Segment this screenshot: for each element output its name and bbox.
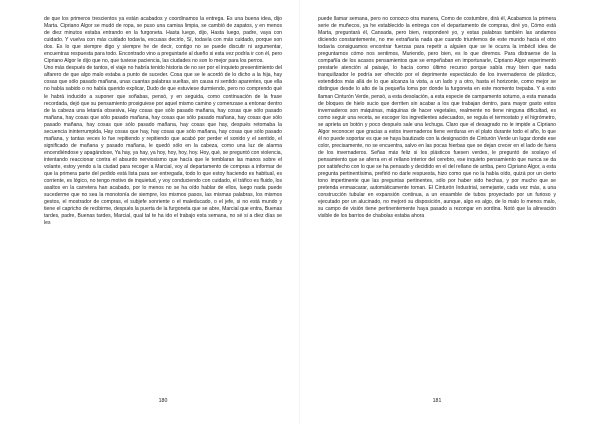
page-number: 180 xyxy=(158,398,168,404)
right-page xyxy=(300,0,600,424)
paragraph: de que los primeros trescientos ya están acabados y coordinamos la entrega. Es una buena idea, dijo Marta. Cipriano Algor se mudó de ropa, se puso una camisa limpia, se cambió de zapatos, y en menos de diez minutos estaba entrando en la furgoneta. Hasta luego, dijo, Hasta luego, padre, vaya con cuidado. Y vuelva con más cuidado todavía, excusas decirlo, Sí, todavía con más cuidado, porque son dos. Es lo que siempre digo y siempre he de decir, contigo no se puede discutir ni argumentar, encuentras respuesta para todo. Encontrado vino a preguntarle al dueño si esta vez podría ir con él, pero Cipriano Algor le dijo que no, que tuviese paciencia, las ciudades no son lo mejor para los perros. xyxy=(44,16,282,65)
page-number: 181 xyxy=(432,398,442,404)
paragraph: puede llamar semana, pero no conozco otra manera, Como de costumbre, dirá él, Acabamos la primera serie de muñecos, ya he establecido la entrega con el departamento de compras, diré yo, Cómo está Marta, preguntará él, Cansada, pero bien, responderé yo, y estas palabras también las andamos diciendo constantemente, no me extrañaría nada que cuando triunfemos de este mundo hacia el otro todavía consiguamos encontrar fuerzas para repetir a alguien que se le ocurra la imbécil idea de preguntarnos cómo nos sentimos, Muriendo, pero bien, es lo que diremos. Para distraerse de la compañía de los acasos pensamientos que se empeñaban en importunarle, Cipriano Algor experimentó prestarle atención al paisaje, lo hacía como último recurso porque sabía muy bien que nada tranquilizador le podría ser ofrecido por el deprimente espectáculo de los invernaderos de plástico, extendidos más allá de lo que alcanza la vista, a un lado y a otro, hasta el horizonte, como mejor se distingue desde lo alto de la pequeña loma por donde la furgoneta en este momento trepaba. Y a esto llaman Cinturón Verde, pensó, a esta desolación, a esta especie de campamento sotumo, a esta manada de bloques de hielo sucio que derriten sin acabar a los que trabajan dentro, para mayor gasto estos invernaderos son máquinas, máquinas de hacer vegetales, realmente no tiene ninguna dificultad, es como seguir una receta, se escoger los ingredientes adecuados, se regula el termostato y el higrómetro, se aprieta un botón y poco después sale una lechuga. Claro que el desagrado no le impide a Cipriano Algor reconocer que gracias a estos invernaderos tiene verduras en el plato durante todo el año, lo que él no puede soportar es que se haya bautizado con la designación de Cinturón Verde un lugar donde ese color, precisamente, no se encuentra, salvo en las pocas hierbas que se dejan crecer en el lado de fuera de los invernaderos. Señas más feliz si los plásticos fuesen verdes, le preguntó de soslayo el pensamiento que se aferra en el rellano interior del cerebro, ese inquieto pensamiento que nunca se da por satisfecho con lo que se ha pensado y decidido en el del rellano de arriba, pero Cipriano Algor, a esta pregunta pertinentísima, prefirió no darle respuesta, hizo como que no la había oído, quizá por un cierto tono impertinente que las preguntas pertinentes, sólo por haber sido hechas, y por mucho que se pretenda enmascarar, automáticamente toman. El Cinturón Industrial, semejante, cada vez más, a una construcción tubular en expansión continua, a un ensamble de tubos proyectado por un furioso y ejecutado por un alucinado, no mejoró su disposición, aunque, algo es algo, de lo malo lo menos malo, su campo de visión tiene pertinentemente haya pasado a rezongar en sordina. Notó que la alineación visible de los barrios de chabolas estaba ahora xyxy=(318,16,556,220)
paragraph: Uno más después de tantos, el viaje no habría tenido historia de no ser por el inquieto presentimiento del alfarero de que algo malo estaba a punto de suceder. Cosa que se le acordó de lo dicho a la hija, hay cosas que sólo pasado mañana, unas cuantas palabras sueltas, sin causa ni sentido aparentes, que ella no había sabido o no había querido explicar, Dudo de que estuviese durmiendo, pero no comprendo qué le habrá inducido a suponer que soñabas, pensó, y en seguida, como continuación de la frase recordada, dejó que su pensamiento prosiguiese por aquel mismo camino y comenzase a entonar dentro de la cabeza una letanía obsesiva, Hay cosas que sólo pasado mañana, hay cosas que sólo pasado mañana, hay cosas que sólo pasado mañana, hay cosas que sólo pasado mañana, hay cosas que sólo pasado mañana, hay cosas que sólo pasado mañana, hay cosas que hay, después retomaba la secuencia ininterrumpida, Hay cosas que hay, hay cosas que sólo mañana, hay cosas que sólo pasado mañana, y tantas veces lo fue repitiendo y repitiendo que acabó por perder el sonido y el sentido, el significado de mañana y pasado mañana, le quedó sólo en la cabeza, como una luz de alarma encendiéndose y apagándose, Ya hay, ya hay, ya hoy, hoy, hoy, hoy. Hoy, qué, se preguntó con violencia, intentando reaccionar contra el absurdo nerviosismo que hacía que le temblaran las manos sobre el volante, estoy yendo a la ciudad para recoger a Marcial, voy al departamento de compras a informar de que la primera parte del pedido está lista para ser entregada, todo lo que estoy haciendo es habitual, es corriente, es lógico, no tengo motivo de inquietud, y voy conduciendo con cuidado, el tráfico es fluido, los asaltos en la carretera han acabado, por lo menos no se ha oído hablar de ellos, luego nada puede sucederme que no sea la monotonía de siempre, los mismos pasos, las mismas palabras, los mismos gestos, el mostrador de compras, el subjefe sonriente o el maleducado, o el jefe, si no está mundo y tiene el capricho de recibirme, después la puerta de la furgoneta que se abre, Marcial que entra, Buenas tardes, padre, Buenas tardes, Marcial, qual tal te ha ido el trabajo esta semana, no sé si a diez días se les xyxy=(44,65,282,227)
right-page-text xyxy=(318,16,556,220)
left-page-text xyxy=(44,16,282,227)
